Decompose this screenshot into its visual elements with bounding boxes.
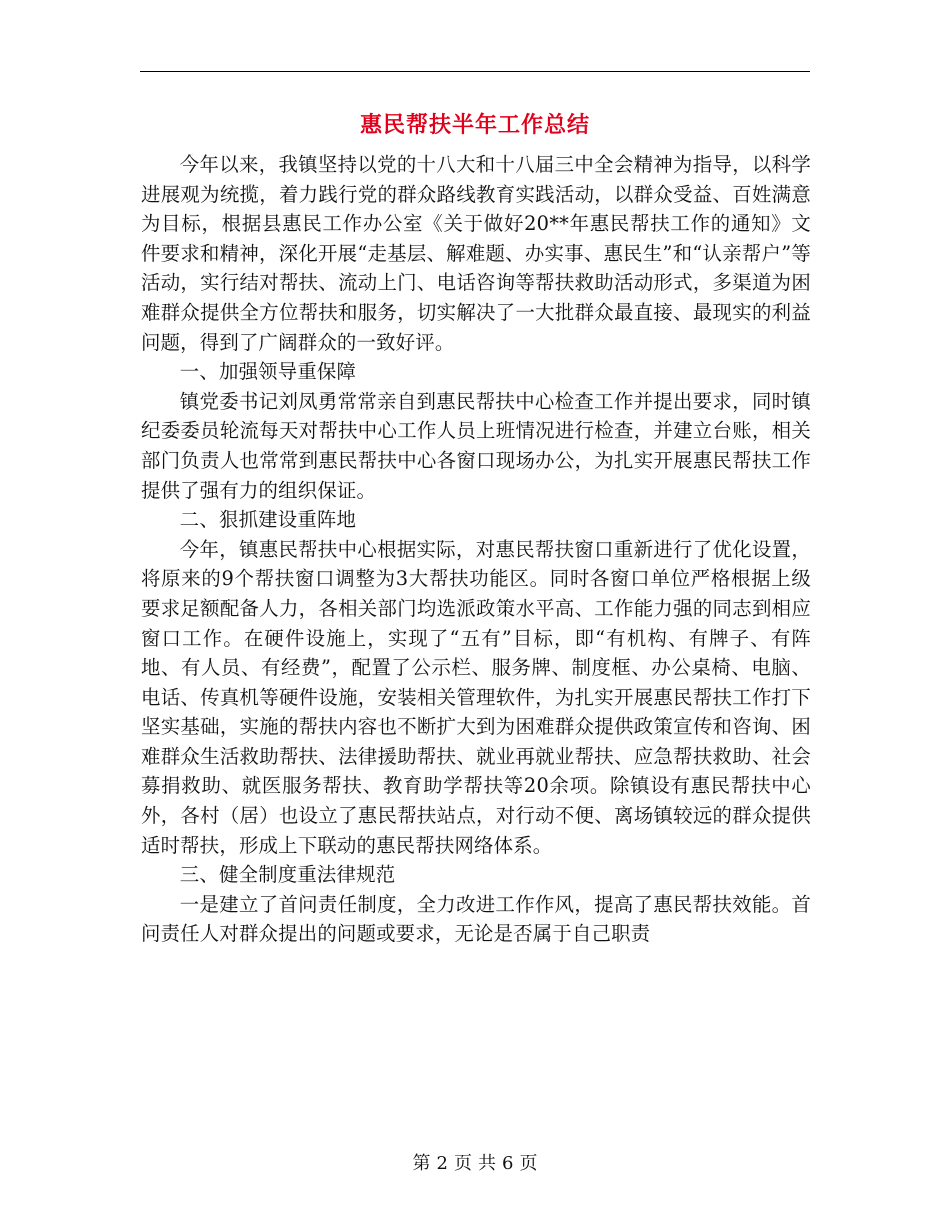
page-total-number: 6 xyxy=(502,1153,514,1174)
paragraph-section-1: 镇党委书记刘凤勇常常亲自到惠民帮扶中心检查工作并提出要求，同时镇纪委委员轮流每天对帮扶中心工作人员上班情况进行检查，并建立台账，相关部门负责人也常常到惠民帮扶中心各窗口现场办公，为扎实开展惠民帮扶工作提供了强有力的组织保证。 xyxy=(141,389,811,502)
page-footer xyxy=(0,1152,950,1176)
paragraph-section-2: 今年，镇惠民帮扶中心根据实际，对惠民帮扶窗口重新进行了优化设置，将原来的9个帮扶窗口调整为3大帮扶功能区。同时各窗口单位严格根据上级要求足额配备人力，各相关部门均选派政策水平高、工作能力强的同志到相应窗口工作。在硬件设施上，实现了“五有”目标，即“有机构、有牌子、有阵地、有人员、有经费”，配置了公示栏、服务牌、制度框、办公桌椅、电脑、电话、传真机等硬件设施，安装相关管理软件，为扎实开展惠民帮扶工作打下坚实基础，实施的帮扶内容也不断扩大到为困难群众提供政策宣传和咨询、困难群众生活救助帮扶、法律援助帮扶、就业再就业帮扶、应急帮扶救助、社会募捐救助、就医服务帮扶、教育助学帮扶等20余项。除镇设有惠民帮扶中心外，各村（居）也设立了惠民帮扶站点，对行动不便、离场镇较远的群众提供适时帮扶，形成上下联动的惠民帮扶网络体系。 xyxy=(141,537,811,857)
footer-label-gong: 共 xyxy=(478,1153,496,1174)
document-title: 惠民帮扶半年工作总结 xyxy=(359,112,590,138)
paragraph-section-3: 一是建立了首问责任制度，全力改进工作作风，提高了惠民帮扶效能。首问责任人对群众提出的问题或要求，无论是否属于自己职责 xyxy=(141,892,811,946)
footer-label-ye-2: 页 xyxy=(519,1153,538,1174)
paragraph-intro: 今年以来，我镇坚持以党的十八大和十八届三中全会精神为指导，以科学进展观为统揽，着力践行党的群众路线教育实践活动，以群众受益、百姓满意为目标，根据县惠民工作办公室《关于做好20**年惠民帮扶工作的通知》文件要求和精神，深化开展“走基层、解难题、办实事、惠民生”和“认亲帮户”等活动，实行结对帮扶、流动上门、电话咨询等帮扶救助活动形式，多渠道为困难群众提供全方位帮扶和服务，切实解决了一大批群众最直接、最现实的利益问题，得到了广阔群众的一致好评。 xyxy=(141,153,811,354)
footer-label-di: 第 xyxy=(412,1153,431,1174)
footer-label-ye: 页 xyxy=(454,1153,472,1174)
document-body xyxy=(141,150,811,949)
section-heading-2: 二、狠抓建设重阵地 xyxy=(179,508,357,532)
section-heading-3: 三、健全制度重法律规范 xyxy=(179,863,396,887)
page-current-number: 2 xyxy=(436,1153,448,1174)
section-heading-1: 一、加强领导重保障 xyxy=(179,360,357,384)
header-rule xyxy=(140,71,810,72)
